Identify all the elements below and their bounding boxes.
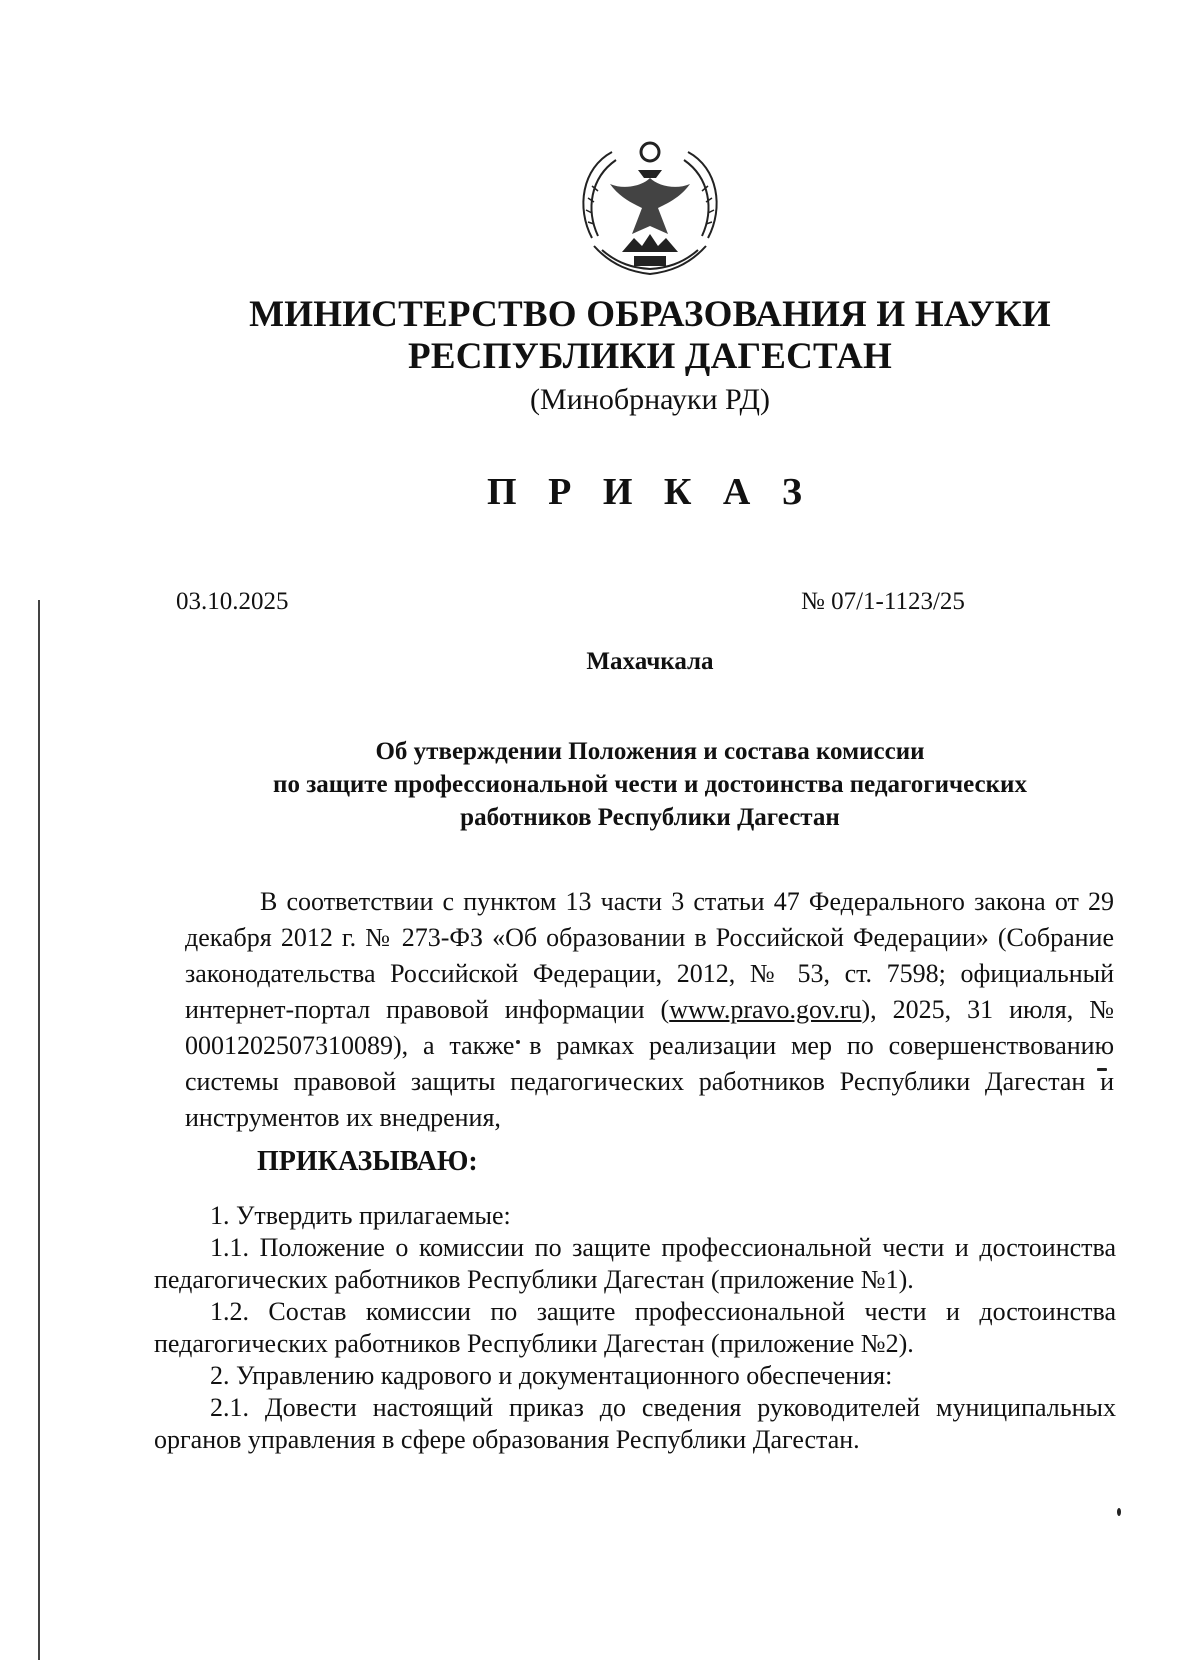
- order-directive: ПРИКАЗЫВАЮ:: [257, 1146, 478, 1177]
- document-subject: [0, 735, 1200, 834]
- order-item: 2.1. Довести настоящий приказ до сведения руководителей муниципальных органов управления в сфере образования Республики Дагестан.: [154, 1393, 1116, 1454]
- subject-line: работников Республики Дагестан: [460, 804, 840, 831]
- order-item: 2. Управлению кадрового и документационного обеспечения:: [210, 1361, 893, 1390]
- ministry-name-line1: МИНИСТЕРСТВО ОБРАЗОВАНИЯ И НАУКИ: [249, 294, 1051, 335]
- subject-line: по защите профессиональной чести и достоинства педагогических: [273, 771, 1027, 798]
- preamble-text-end: ), 2025, 31 июля, № 0001202507310089), а также в рамках реализации мер по совершенствованию системы правовой защиты педагогических работников Республики Дагестан и инструментов их внедрения,: [185, 995, 1115, 1132]
- order-item: 1.1. Положение о комиссии по защите профессиональной чести и достоинства педагогических работников Республики Дагестан (приложение №1).: [154, 1233, 1116, 1294]
- document-type-title: П Р И К А З: [487, 471, 813, 513]
- order-item: 1.2. Состав комиссии по защите профессиональной чести и достоинства педагогических работников Республики Дагестан (приложение №2).: [154, 1297, 1116, 1358]
- preamble-paragraph: [185, 884, 1114, 1136]
- order-item: 1. Утвердить прилагаемые:: [210, 1201, 511, 1230]
- ministry-abbreviation: (Минобрнауки РД): [530, 383, 770, 416]
- ministry-name-line2: РЕСПУБЛИКИ ДАГЕСТАН: [408, 336, 892, 377]
- pravo-gov-link[interactable]: www.pravo.gov.ru: [669, 995, 862, 1024]
- dagestan-coat-of-arms-icon: [572, 138, 728, 288]
- scan-speck: [1117, 1508, 1121, 1516]
- preamble-text-start: В соответствии с пунктом 13 части 3 статьи 47 Федерального закона от 29 декабря 2012 г. № 273-ФЗ «Об образовании в Российской Федерации» (Собрание законодательства Российской Федерации, 2012, № 53, ст. 7598; официальный интернет-портал правовой информации (: [185, 887, 1114, 1024]
- document-number: № 07/1-1123/25: [801, 588, 965, 615]
- document-date: 03.10.2025: [176, 588, 289, 615]
- order-items: [154, 1200, 1116, 1456]
- subject-line: Об утверждении Положения и состава комиссии: [375, 738, 925, 765]
- document-city: Махачкала: [586, 648, 714, 675]
